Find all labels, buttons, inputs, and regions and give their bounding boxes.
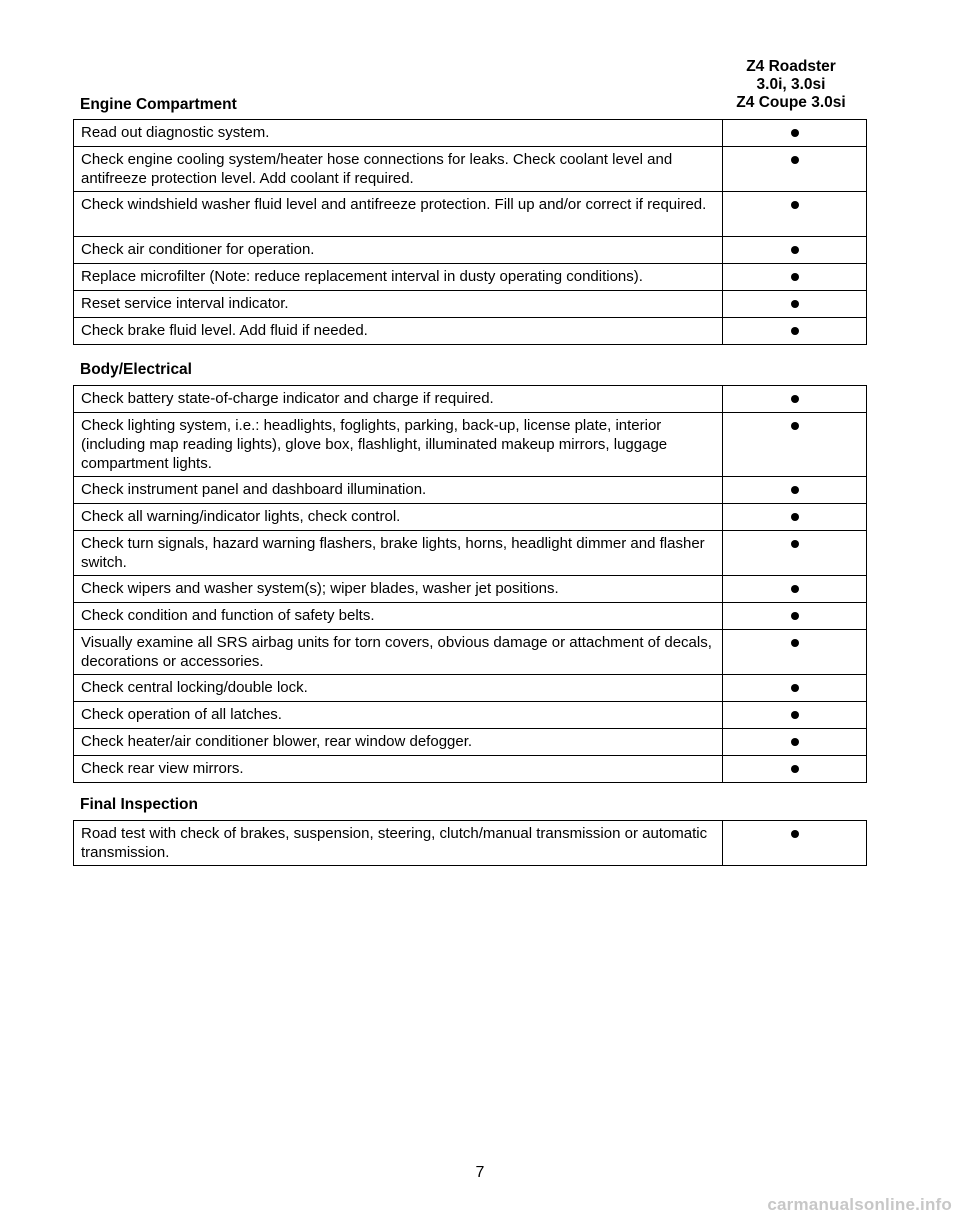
task-text: Read out diagnostic system. xyxy=(74,120,723,147)
table-row xyxy=(74,675,867,702)
task-text: Check air conditioner for operation. xyxy=(74,237,723,264)
task-text: Check engine cooling system/heater hose connections for leaks. Check coolant level and antifreeze protection level. Add coolant if required. xyxy=(74,147,723,192)
task-text: Check heater/air conditioner blower, rear window defogger. xyxy=(74,729,723,756)
applicable-mark xyxy=(723,264,867,291)
task-text: Check all warning/indicator lights, check control. xyxy=(74,504,723,531)
task-text: Check windshield washer fluid level and antifreeze protection. Fill up and/or correct if required. xyxy=(74,192,723,237)
bullet-icon xyxy=(791,201,799,209)
task-text: Check wipers and washer system(s); wiper blades, washer jet positions. xyxy=(74,576,723,603)
table-row xyxy=(74,147,867,192)
task-text: Visually examine all SRS airbag units for torn covers, obvious damage or attachment of decals, decorations or accessories. xyxy=(74,630,723,675)
model-column-header xyxy=(716,58,866,112)
table-row xyxy=(74,630,867,675)
applicable-mark xyxy=(723,756,867,783)
applicable-mark xyxy=(723,603,867,630)
bullet-icon xyxy=(791,129,799,137)
table-row xyxy=(74,413,867,477)
section-title-body-electrical: Body/Electrical xyxy=(80,361,192,378)
applicable-mark xyxy=(723,702,867,729)
table-row xyxy=(74,318,867,345)
section-title-engine-compartment: Engine Compartment xyxy=(80,96,237,113)
task-text: Check battery state-of-charge indicator and charge if required. xyxy=(74,386,723,413)
final-inspection-table xyxy=(73,820,867,866)
applicable-mark xyxy=(723,318,867,345)
bullet-icon xyxy=(791,738,799,746)
task-text: Check condition and function of safety belts. xyxy=(74,603,723,630)
applicable-mark xyxy=(723,386,867,413)
table-row xyxy=(74,386,867,413)
applicable-mark xyxy=(723,477,867,504)
bullet-icon xyxy=(791,273,799,281)
page-number: 7 xyxy=(475,1164,485,1181)
bullet-icon xyxy=(791,156,799,164)
bullet-icon xyxy=(791,486,799,494)
section-title-final-inspection: Final Inspection xyxy=(80,796,198,813)
engine-compartment-table xyxy=(73,119,867,345)
task-text: Check operation of all latches. xyxy=(74,702,723,729)
bullet-icon xyxy=(791,830,799,838)
task-text: Check rear view mirrors. xyxy=(74,756,723,783)
table-header xyxy=(73,58,866,116)
applicable-mark xyxy=(723,675,867,702)
bullet-icon xyxy=(791,513,799,521)
bullet-icon xyxy=(791,639,799,647)
applicable-mark xyxy=(723,120,867,147)
table-row xyxy=(74,264,867,291)
bullet-icon xyxy=(791,327,799,335)
bullet-icon xyxy=(791,684,799,692)
task-text: Check lighting system, i.e.: headlights, foglights, parking, back-up, license plate, interior (including map reading lights), glove box, flashlight, illuminated makeup mirrors, luggage compartment lights. xyxy=(74,413,723,477)
bullet-icon xyxy=(791,300,799,308)
table-row xyxy=(74,120,867,147)
applicable-mark xyxy=(723,504,867,531)
table-row xyxy=(74,192,867,237)
applicable-mark xyxy=(723,821,867,866)
model-line: Z4 Roadster xyxy=(746,58,836,75)
task-text: Road test with check of brakes, suspension, steering, clutch/manual transmission or automatic transmission. xyxy=(74,821,723,866)
model-line: Z4 Coupe 3.0si xyxy=(736,94,846,111)
table-row xyxy=(74,237,867,264)
bullet-icon xyxy=(791,395,799,403)
bullet-icon xyxy=(791,422,799,430)
table-row xyxy=(74,531,867,576)
task-text: Check instrument panel and dashboard illumination. xyxy=(74,477,723,504)
bullet-icon xyxy=(791,612,799,620)
applicable-mark xyxy=(723,630,867,675)
table-row xyxy=(74,729,867,756)
table-row xyxy=(74,603,867,630)
table-row xyxy=(74,504,867,531)
bullet-icon xyxy=(791,765,799,773)
table-row xyxy=(74,291,867,318)
model-line: 3.0i, 3.0si xyxy=(756,76,826,93)
table-row xyxy=(74,576,867,603)
body-electrical-table xyxy=(73,385,867,783)
applicable-mark xyxy=(723,413,867,477)
bullet-icon xyxy=(791,540,799,548)
table-row xyxy=(74,821,867,866)
applicable-mark xyxy=(723,531,867,576)
applicable-mark xyxy=(723,147,867,192)
applicable-mark xyxy=(723,192,867,237)
applicable-mark xyxy=(723,729,867,756)
task-text: Replace microfilter (Note: reduce replacement interval in dusty operating conditions). xyxy=(74,264,723,291)
applicable-mark xyxy=(723,576,867,603)
task-text: Check turn signals, hazard warning flashers, brake lights, horns, headlight dimmer and flasher switch. xyxy=(74,531,723,576)
table-row xyxy=(74,477,867,504)
applicable-mark xyxy=(723,291,867,318)
applicable-mark xyxy=(723,237,867,264)
bullet-icon xyxy=(791,246,799,254)
task-text: Reset service interval indicator. xyxy=(74,291,723,318)
watermark: carmanualsonline.info xyxy=(767,1195,952,1214)
table-row xyxy=(74,756,867,783)
bullet-icon xyxy=(791,711,799,719)
task-text: Check brake fluid level. Add fluid if needed. xyxy=(74,318,723,345)
bullet-icon xyxy=(791,585,799,593)
task-text: Check central locking/double lock. xyxy=(74,675,723,702)
table-row xyxy=(74,702,867,729)
